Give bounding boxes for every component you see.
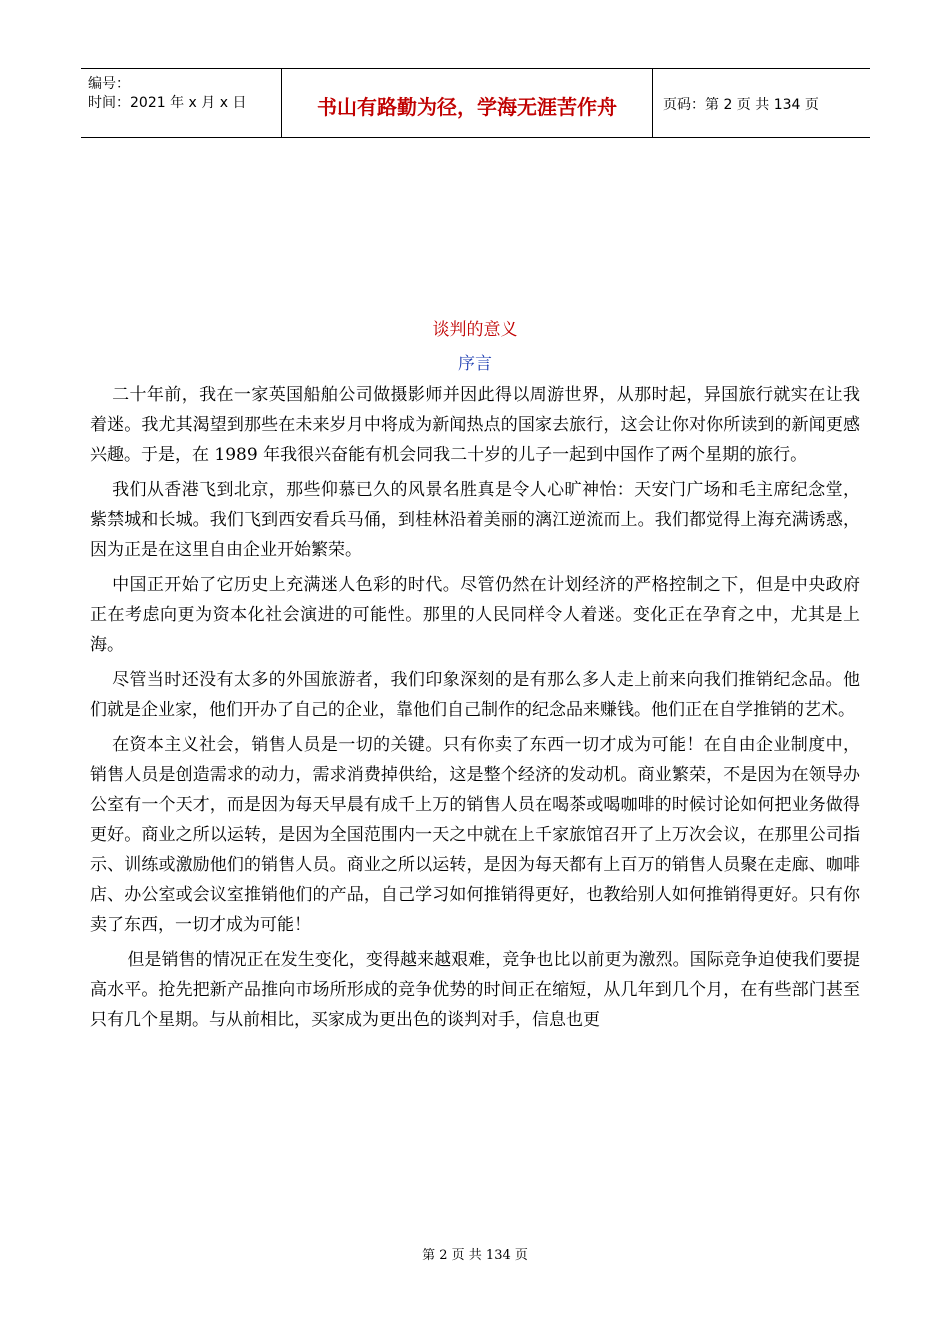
header-motto-cell [282, 69, 653, 137]
section-title: 序言 [458, 354, 492, 374]
motto: 书山有路勤为径，学海无涯苦作舟 [317, 95, 617, 119]
date-label: 时间：2021 年 x 月 x 日 [88, 95, 247, 111]
paragraph: 在资本主义社会，销售人员是一切的关键。只有你卖了东西一切才成为可能！在自由企业制度中，销售人员是创造需求的动力，需求消费掉供给，这是整个经济的发动机。商业繁荣，不是因为在领导办公室有一个天才，而是因为每天早晨有成千上万的销售人员在喝茶或喝咖啡的时候讨论如何把业务做得更好。商业之所以运转，是因为全国范围内一天之中就在上千家旅馆召开了上万次会议，在那里公司指示、训练或激励他们的销售人员。商业之所以运转，是因为每天都有上百万的销售人员聚在走廊、咖啡店、办公室或会议室推销他们的产品，自己学习如何推销得更好，也教给别人如何推销得更好。只有你卖了东西，一切才成为可能！ [90, 735, 860, 935]
header-page-cell [653, 69, 870, 137]
document-body [90, 380, 860, 1040]
paragraph: 尽管当时还没有太多的外国旅游者，我们印象深刻的是有那么多人走上前来向我们推销纪念品。他们就是企业家，他们开办了自己的企业，靠他们自己制作的纪念品来赚钱。他们正在自学推销的艺术。 [90, 670, 860, 720]
paragraph: 但是销售的情况正在发生变化，变得越来越艰难，竞争也比以前更为激烈。国际竞争迫使我们要提高水平。抢先把新产品推向市场所形成的竞争优势的时间正在缩短，从几年到几个月，在有些部门甚至只有几个星期。与从前相比，买家成为更出色的谈判对手，信息也更 [90, 950, 860, 1030]
header-table [81, 68, 870, 138]
page-info: 页码：第 2 页 共 134 页 [663, 97, 819, 113]
page-footer: 第 2 页 共 134 页 [422, 1248, 528, 1263]
paragraph: 我们从香港飞到北京，那些仰慕已久的风景名胜真是令人心旷神怡：天安门广场和毛主席纪念堂，紫禁城和长城。我们飞到西安看兵马俑，到桂林沿着美丽的漓江逆流而上。我们都觉得上海充满诱惑，因为正是在这里自由企业开始繁荣。 [90, 480, 860, 560]
paragraph: 二十年前，我在一家英国船舶公司做摄影师并因此得以周游世界，从那时起，异国旅行就实在让我着迷。我尤其渴望到那些在未来岁月中将成为新闻热点的国家去旅行，这会让你对你所读到的新闻更感兴趣。于是，在 1989 年我很兴奋能有机会同我二十岁的儿子一起到中国作了两个星期的旅行。 [90, 385, 860, 465]
header-meta-cell [81, 69, 282, 137]
paragraph: 中国正开始了它历史上充满迷人色彩的时代。尽管仍然在计划经济的严格控制之下，但是中央政府正在考虑向更为资本化社会演进的可能性。那里的人民同样令人着迷。变化正在孕育之中，尤其是上海。 [90, 575, 860, 655]
document-title: 谈判的意义 [432, 320, 518, 340]
code-label: 编号： [88, 76, 130, 92]
